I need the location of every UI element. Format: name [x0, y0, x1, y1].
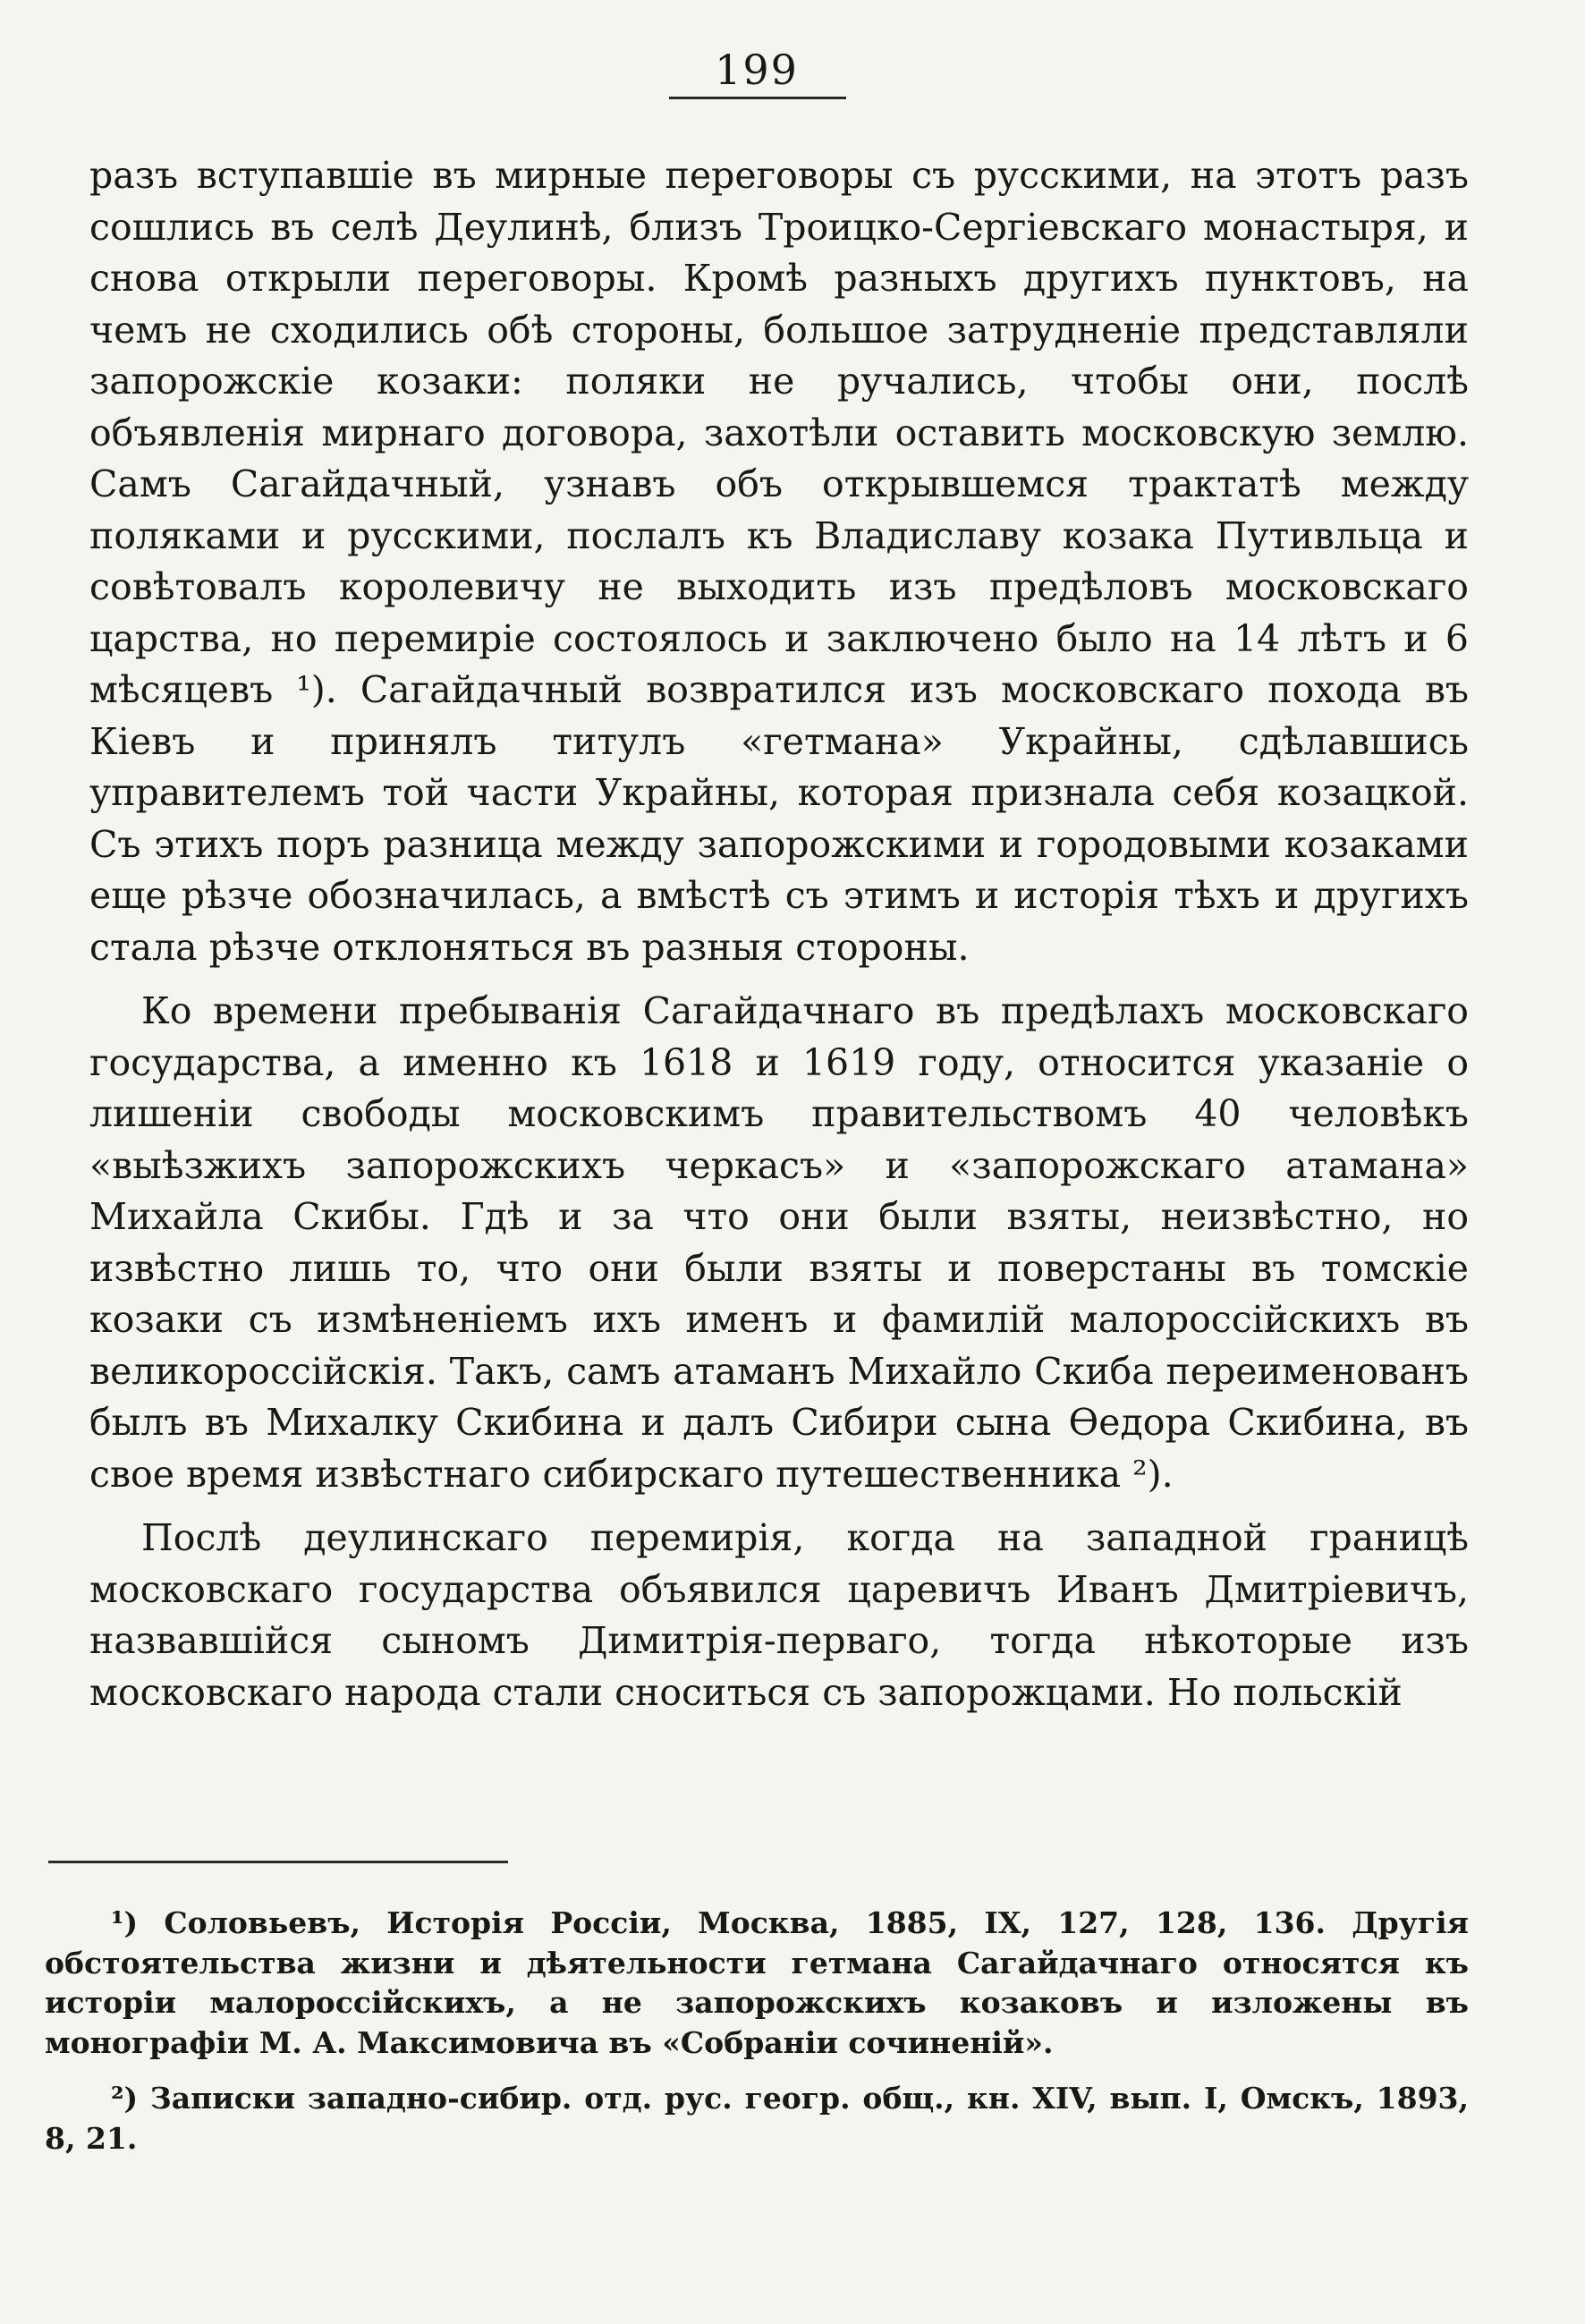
body-text — [89, 150, 1469, 1718]
page-number: 199 — [715, 46, 799, 94]
page-number-underline — [669, 97, 846, 99]
footnote-separator — [48, 1861, 508, 1863]
paragraph-3: Послѣ деулинскаго перемирія, когда на западной границѣ московскаго государства объявился царевичъ Иванъ Дмитріевичъ, назвавшійся сыномъ Димитрія-перваго, тогда нѣкоторые изъ московскаго народа стали сноситься съ запорожцами. Но польскій — [89, 1516, 1469, 1714]
paragraph-2: Ко времени пребыванія Сагайдачнаго въ предѣлахъ московскаго государства, а именно къ 1618 и 1619 году, относится указаніе о лишеніи свободы московскимъ правительствомъ 40 человѣкъ «выѣзжихъ запорожскихъ черкасъ» и «запорожскаго атамана» Михайла Скибы. Гдѣ и за что они были взяты, неизвѣстно, но извѣстно лишь то, что они были взяты и поверстаны въ томскіе козаки съ измѣненіемъ ихъ именъ и фамилій малороссійскихъ въ великороссійскія. Такъ, самъ атаманъ Михайло Скиба переименованъ былъ въ Михалку Скибина и далъ Сибири сына Ѳедора Скибина, въ свое время извѣстнаго сибирскаго путешественника ²). — [89, 989, 1469, 1496]
footnote-2: ²) Записки западно-сибир. отд. рус. геогр. общ., кн. XIV, вып. I, Омскъ, 1893, 8, 21. — [45, 2081, 1469, 2156]
footnote-1: ¹) Соловьевъ, Исторія Россіи, Москва, 1885, IX, 127, 128, 136. Другія обстоятельства жизни и дѣятельности гетмана Сагайдачнаго относятся къ исторіи малороссійскихъ, а не запорожскихъ козаковъ и изложены въ монографіи М. А. Максимовича въ «Собраніи сочиненій». — [45, 1905, 1469, 2060]
footnotes — [45, 1904, 1469, 2159]
paragraph-1: разъ вступавшіе въ мирные переговоры съ русскими, на этотъ разъ сошлись въ селѣ Деулинѣ, близъ Троицко-Сергіевскаго монастыря, и снова открыли переговоры. Кромѣ разныхъ другихъ пунктовъ, на чемъ не сходились обѣ стороны, большое затрудненіе представляли запорожскіе козаки: поляки не ручались, чтобы они, послѣ объявленія мирнаго договора, захотѣли оставить московскую землю. Самъ Сагайдачный, узнавъ объ открывшемся трактатѣ между поляками и русскими, послалъ къ Владиславу козака Путивльца и совѣтовалъ королевичу не выходить изъ предѣловъ московскаго царства, но перемиріе состоялось и заключено было на 14 лѣтъ и 6 мѣсяцевъ ¹). Сагайдачный возвратился изъ московскаго похода въ Кіевъ и принялъ титулъ «гетмана» Украйны, сдѣлавшись управителемъ той части Украйны, которая признала себя козацкой. Съ этихъ поръ разница между запорожскими и городовыми козаками еще рѣзче обозначилась, а вмѣстѣ съ этимъ и исторія тѣхъ и другихъ стала рѣзче отклоняться въ разныя стороны. — [89, 154, 1469, 969]
